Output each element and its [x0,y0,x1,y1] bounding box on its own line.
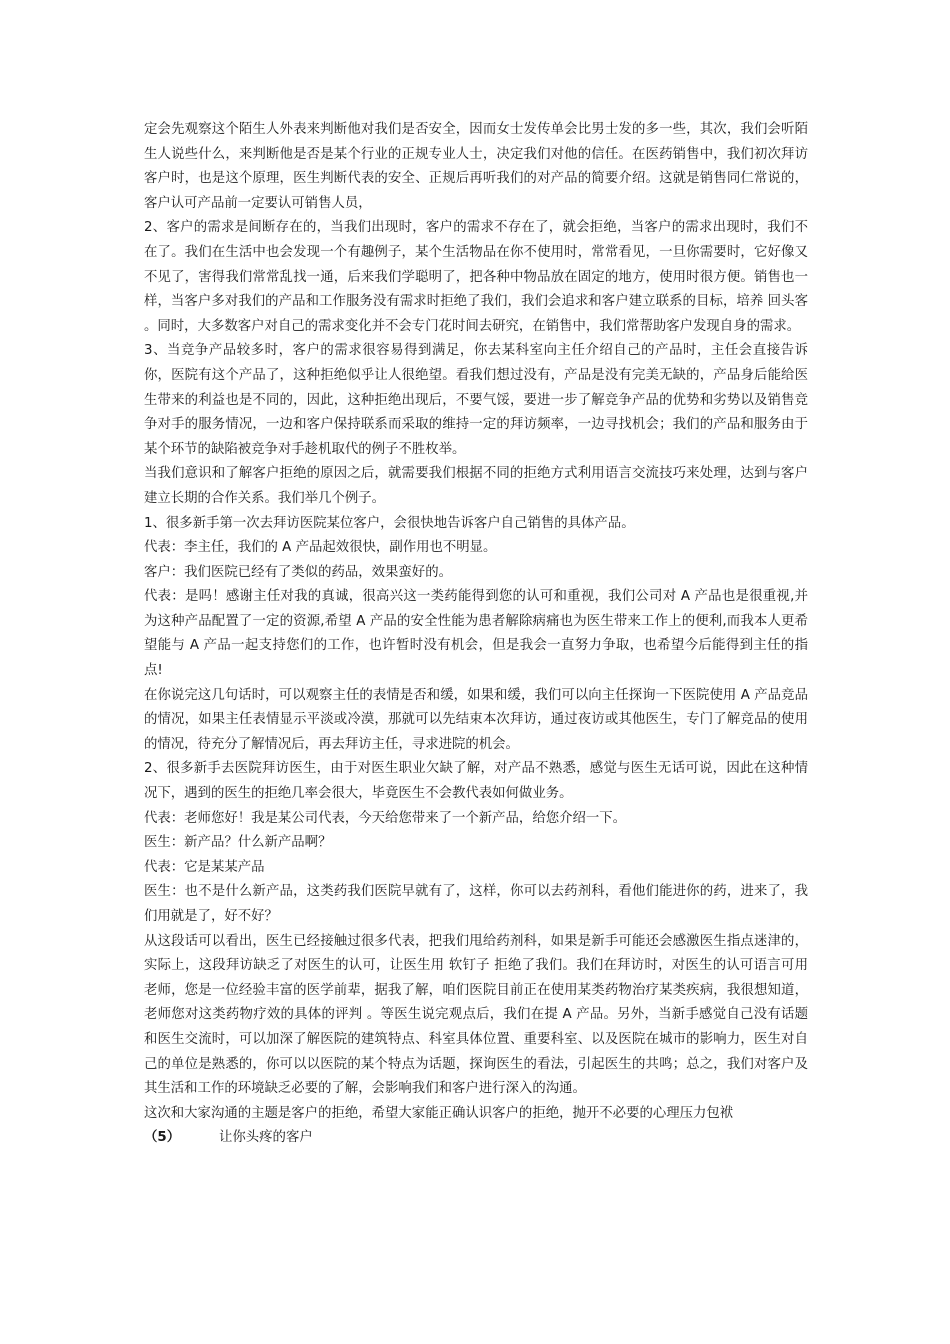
section-heading [144,1126,808,1151]
paragraph-analysis-1: 在你说完这几句话时，可以观察主任的表情是否和缓，如果和缓，我们可以向主任探询一下医院使用 A 产品竞品的情况，如果主任表情显示平淡或冷漠，那就可以先结束本次拜访，通过夜访或其他医生，专门了解竞品的使用的情况，待充分了解情况后，再去拜访主任，寻求进院的机会。 [144,687,808,752]
paragraph-example-1: 1、很多新手第一次去拜访医院某位客户，会很快地告诉客户自己销售的具体产品。 [144,515,635,531]
dialogue-line: 代表：它是某某产品 [144,859,265,875]
paragraph-example-2: 2、很多新手去医院拜访医生，由于对医生职业欠缺了解，对产品不熟悉，感觉与医生无话可说，因此在这种情况下，遇到的医生的拒绝几率会很大，毕竟医生不会教代表如何做业务。 [144,761,808,802]
paragraph-point-3: 3、当竞争产品较多时，客户的需求很容易得到满足，你去某科室向主任介绍自己的产品时，主任会直接告诉你，医院有这个产品了，这种拒绝似乎让人很绝望。看我们想过没有，产品是没有完美无缺的，产品身后能给医生带来的利益也是不同的，因此，这种拒绝出现后，不要气馁，要进一步了解竞争产品的优势和劣势以及销售竞争对手的服务情况，一边和客户保持联系而采取的维持一定的拜访频率，一边寻找机会；我们的产品和服务由于某个环节的缺陷被竞争对手趁机取代的例子不胜枚举。 [144,343,808,457]
dialogue-line: 代表：李主任，我们的 A 产品起效很快，副作用也不明显。 [144,540,497,556]
document-body [144,118,808,1151]
section-number: （5） [144,1130,181,1146]
paragraph-conclusion: 这次和大家沟通的主题是客户的拒绝，希望大家能正确认识客户的拒绝，抛开不必要的心理压力包袱 [144,1105,734,1121]
section-title: 让你头疼的客户 [219,1130,313,1146]
paragraph-transition: 当我们意识和了解客户拒绝的原因之后，就需要我们根据不同的拒绝方式利用语言交流技巧来处理，达到与客户建立长期的合作关系。我们举几个例子。 [144,466,808,506]
dialogue-line: 医生：新产品？什么新产品啊？ [144,835,332,851]
paragraph-intro-continued: 定会先观察这个陌生人外表来判断他对我们是否安全，因而女士发传单会比男士发的多一些，其次，我们会听陌生人说些什么，来判断他是否是某个行业的正规专业人士，决定我们对他的信任。在医药销售中，我们初次拜访客户时，也是这个原理，医生判断代表的安全、正规后再听我们的对产品的简要介绍。这就是销售同仁常说的，客户认可产品前一定要认可销售人员， [144,122,808,211]
dialogue-line: 医生：也不是什么新产品，这类药我们医院早就有了，这样，你可以去药剂科，看他们能进你的药，进来了，我们用就是了，好不好？ [144,884,808,924]
paragraph-point-2: 2、客户的需求是间断存在的，当我们出现时，客户的需求不存在了，就会拒绝，当客户的需求出现时，我们不在了。我们在生活中也会发现一个有趣例子，某个生活物品在你不使用时，常常看见，一旦你需要时，它好像又不见了，害得我们常常乱找一通，后来我们学聪明了，把各种中物品放在固定的地方，使用时很方便。销售也一样，当客户多对我们的产品和工作服务没有需求时拒绝了我们，我们会追求和客户建立联系的目标，培养 回头客 。同时，大多数客户对自己的需求变化并不会专门花时间去研究，在销售中，我们常帮助客户发现自身的需求。 [144,220,808,334]
paragraph-analysis-2: 从这段话可以看出，医生已经接触过很多代表，把我们甩给药剂科，如果是新手可能还会感激医生指点迷津的，实际上，这段拜访缺乏了对医生的认可，让医生用 软钉子 拒绝了我们。我们在拜访时，对医生的认可语言可用 老师，您是一位经验丰富的医学前辈，据我了解，咱们医院目前正在使用某类药物治疗某类疾病，我很想知道，老师您对这类药物疗效的具体的评判 。等医生说完观点后，我们在提 A 产品。另外，当新手感觉自己没有话题和医生交流时，可以加深了解医院的建筑特点、科室具体位置、重要科室、以及医院在城市的影响力，医生对自己的单位是熟悉的，你可以以医院的某个特点为话题，探询医生的看法，引起医生的共鸣；总之，我们对客户及其生活和工作的环境缺乏必要的了解，会影响我们和客户进行深入的沟通。 [144,933,808,1097]
dialogue-line: 代表：老师您好！我是某公司代表，今天给您带来了一个新产品，给您介绍一下。 [144,810,627,826]
dialogue-line: 客户：我们医院已经有了类似的药品，效果蛮好的。 [144,564,452,580]
dialogue-line: 代表：是吗！感谢主任对我的真诚，很高兴这一类药能得到您的认可和重视，我们公司对 A 产品也是很重视,并为这种产品配置了一定的资源,希望 A 产品的安全性能为患者解除病痛也为医生带来工作上的便利,而我本人更希望能与 A 产品一起支持您们的工作，也许暂时没有机会，但是我会一直努力争取，也希望今后能得到主任的指点! [144,589,808,679]
